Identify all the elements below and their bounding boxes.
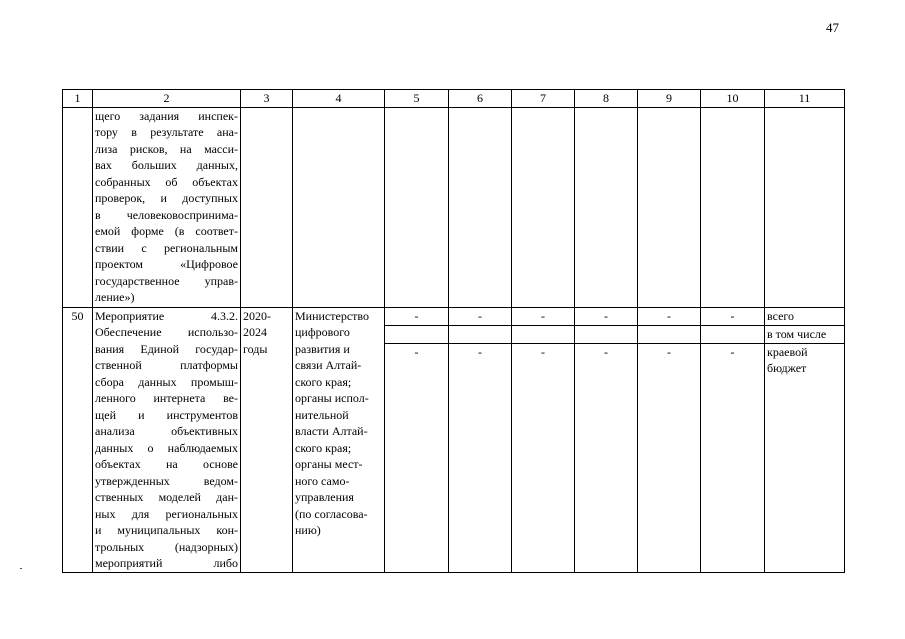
text-line: утвержденных ведом- — [95, 473, 238, 488]
header-cell: 2 — [93, 90, 241, 108]
header-cell: 8 — [575, 90, 638, 108]
text-line: вания Единой государ- — [95, 341, 238, 356]
header-cell: 1 — [63, 90, 93, 108]
text-line: и муниципальных кон- — [95, 523, 238, 537]
text-line: трольных (надзорных) — [95, 539, 238, 554]
text-line: ных для региональных — [95, 506, 238, 521]
value-cell — [449, 325, 512, 343]
header-cell: 5 — [385, 90, 449, 108]
text-line: ствии с региональным — [95, 240, 238, 255]
header-cell: 4 — [293, 90, 385, 108]
text-line: в человековоспринима- — [95, 207, 238, 222]
margin-mark — [20, 568, 22, 569]
value-cell — [385, 325, 449, 343]
value-cell: - — [385, 343, 449, 572]
row-number: 50 — [63, 307, 93, 572]
text-line: 2020- — [243, 308, 271, 323]
text-line: данных о наблюдаемых — [95, 440, 238, 455]
text-line: власти Алтай- — [295, 424, 368, 438]
value-cell: - — [701, 343, 765, 572]
text-line: (по согласова- — [295, 506, 368, 521]
header-cell: 3 — [241, 90, 293, 108]
cell — [449, 107, 512, 307]
funding-label: в том числе — [765, 325, 845, 343]
row-50-total — [63, 307, 845, 325]
text-line: нию) — [295, 523, 321, 537]
text-line: проектом «Цифровое — [95, 257, 238, 271]
row-50-description — [93, 307, 241, 572]
text-line: ленного интернета ве- — [95, 391, 238, 405]
text-line: Мероприятие 4.3.2. — [95, 308, 238, 323]
text-line: мероприятий либо — [95, 556, 238, 570]
cell — [638, 107, 701, 307]
value-cell: - — [638, 343, 701, 572]
text-line: вах больших данных, — [95, 158, 238, 172]
text-line: годы — [243, 341, 268, 356]
value-cell: - — [385, 307, 449, 325]
cell — [241, 107, 293, 307]
value-cell — [638, 325, 701, 343]
text-line: цифрового — [295, 325, 350, 339]
cell — [701, 107, 765, 307]
value-cell: - — [575, 307, 638, 325]
cell — [63, 107, 93, 307]
text-line: ственных моделей дан- — [95, 490, 238, 504]
text-line: лиза рисков, на масси- — [95, 141, 238, 156]
text-line: связи Алтай- — [295, 358, 362, 372]
value-cell — [575, 325, 638, 343]
text-line: государственное управ- — [95, 273, 238, 288]
text-line: проверок, и доступных — [95, 191, 238, 205]
text-line: ление») — [95, 290, 135, 304]
value-cell: - — [701, 307, 765, 325]
header-cell: 11 — [765, 90, 845, 108]
value-cell: - — [512, 307, 575, 325]
text-line: Обеспечение использо- — [95, 325, 238, 339]
cell — [575, 107, 638, 307]
text-line: 2024 — [243, 325, 267, 339]
text-line: щей и инструментов — [95, 407, 238, 422]
text-line: нительной — [295, 407, 349, 422]
header-cell: 6 — [449, 90, 512, 108]
funding-label: всего — [765, 307, 845, 325]
text-line: ского края; — [295, 440, 352, 455]
header-cell: 7 — [512, 90, 575, 108]
funding-label: краевой бюджет — [765, 343, 845, 572]
text-line: органы мест- — [295, 457, 363, 471]
continuation-row — [63, 107, 845, 307]
text-line: развития и — [295, 341, 350, 356]
header-row — [63, 90, 845, 108]
value-cell: - — [575, 343, 638, 572]
text-line: управления — [295, 490, 354, 504]
text-line: ственной платформы — [95, 358, 238, 372]
page-number: 47 — [826, 20, 839, 35]
text-line: ного само- — [295, 473, 350, 488]
text-line: собранных об объектах — [95, 174, 238, 189]
text-line: Министерство — [295, 308, 369, 323]
cell — [385, 107, 449, 307]
row-50-executor — [293, 307, 385, 572]
text-line: анализа объективных — [95, 424, 238, 438]
program-table — [62, 89, 845, 573]
text-line: объектах на основе — [95, 457, 238, 471]
cell — [293, 107, 385, 307]
text-line: щего задания инспек- — [95, 108, 238, 123]
value-cell: - — [512, 343, 575, 572]
continuation-description — [93, 107, 241, 307]
text-line: тору в результате ана- — [95, 125, 238, 139]
header-cell: 10 — [701, 90, 765, 108]
cell — [765, 107, 845, 307]
value-cell: - — [449, 307, 512, 325]
value-cell: - — [449, 343, 512, 572]
text-line: сбора данных промыш- — [95, 374, 238, 389]
value-cell: - — [638, 307, 701, 325]
value-cell — [701, 325, 765, 343]
row-50-period — [241, 307, 293, 572]
cell — [512, 107, 575, 307]
value-cell — [512, 325, 575, 343]
header-cell: 9 — [638, 90, 701, 108]
text-line: емой форме (в соответ- — [95, 224, 238, 238]
text-line: ского края; — [295, 374, 352, 389]
text-line: органы испол- — [295, 391, 369, 405]
